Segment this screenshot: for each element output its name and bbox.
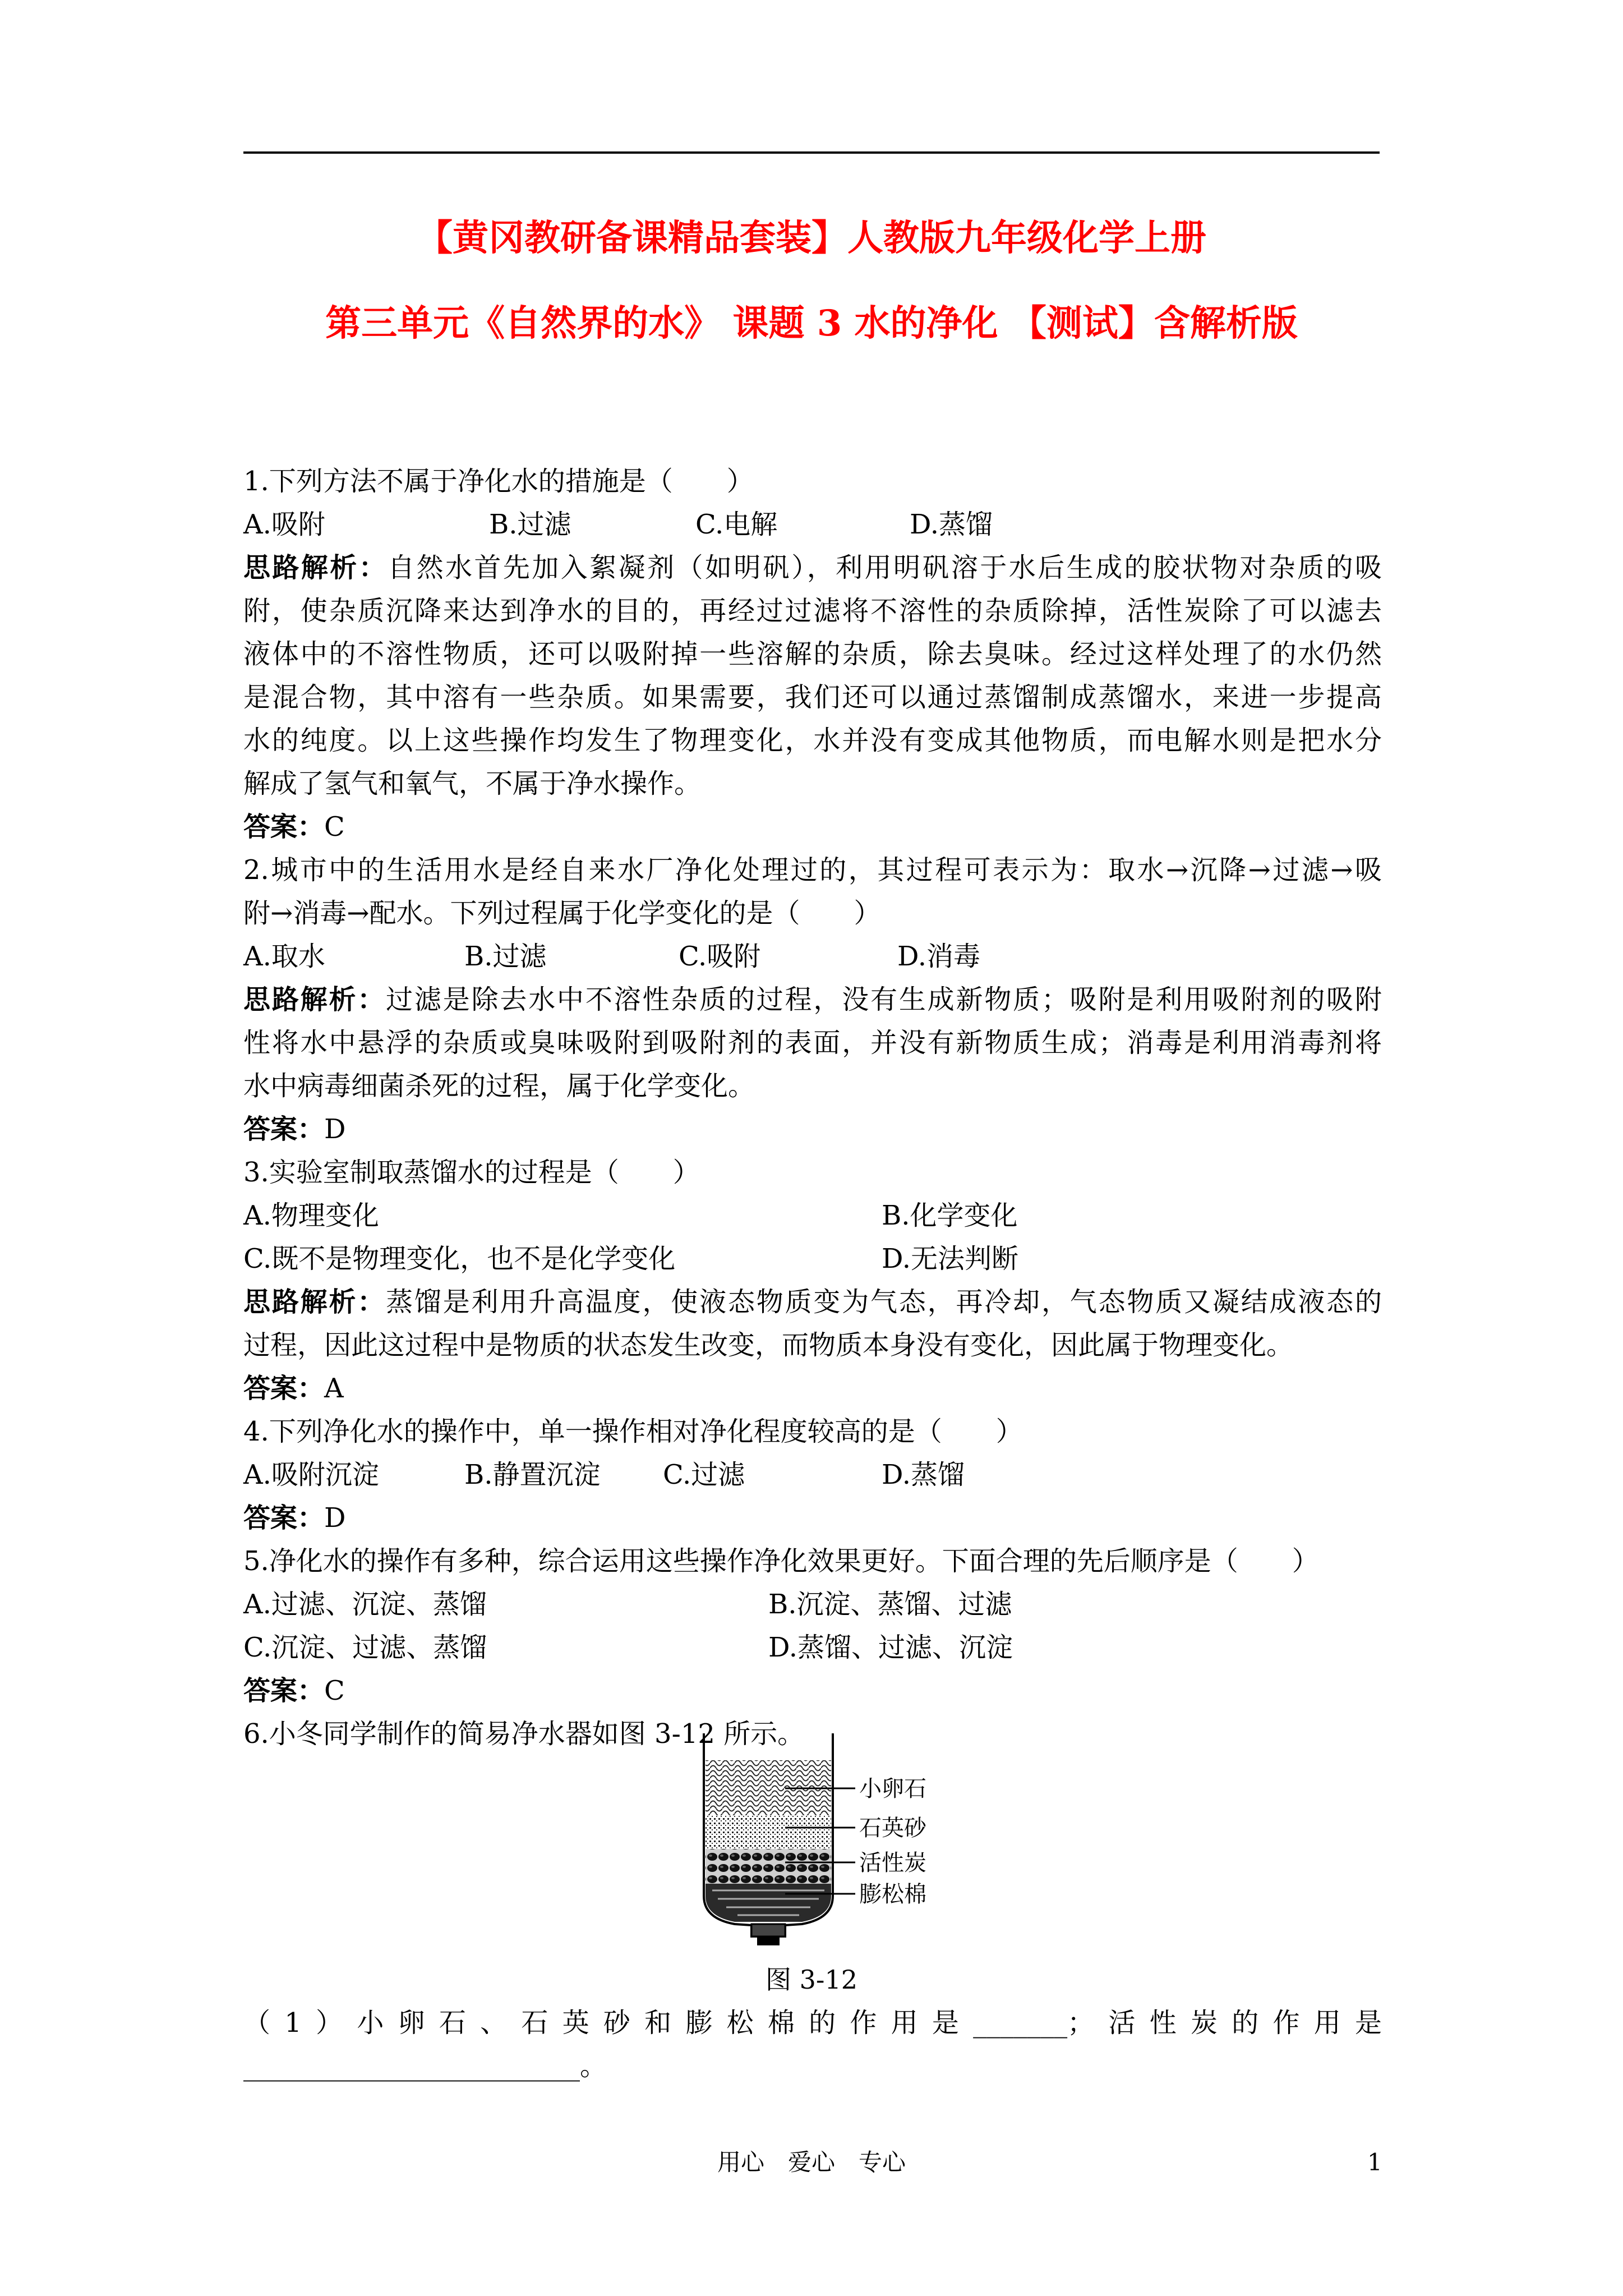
q3-options-row1	[243, 1194, 1382, 1237]
answer-label: 答案：	[243, 1675, 325, 1706]
q6-stem: 6.小冬同学制作的简易净水器如图 3-12 所示。	[243, 1718, 805, 1750]
q2-options	[243, 935, 1382, 978]
answer-value: D	[324, 1502, 346, 1534]
document-title-line2: 第三单元《自然界的水》 课题 3 水的净化 【测试】含解析版	[325, 302, 1298, 344]
q3-analysis-label: 思路解析：	[243, 1286, 386, 1318]
q4-option-a: A.吸附沉淀	[243, 1459, 379, 1490]
q1-stem: 1.下列方法不属于净化水的措施是（ ）	[243, 466, 754, 497]
q2-stem-line: 附→消毒→配水。下列过程属于化学变化的是（ ）	[243, 898, 881, 929]
label-cotton: 膨松棉	[859, 1881, 926, 1907]
footer-motto: 用心 爱心 专心	[717, 2148, 906, 2176]
q2-analysis-line: 水中病毒细菌杀死的过程，属于化学变化。	[243, 1070, 755, 1102]
q2-option-c: C.吸附	[679, 941, 761, 972]
q6-sub1-line2: _________________________。	[243, 2050, 607, 2082]
outlet-nozzle	[751, 1924, 785, 1936]
header-rule	[243, 151, 1380, 154]
q1-analysis-line: 水的纯度。以上这些操作均发生了物理变化，水并没有变成其他物质，而电解水则是把水分	[243, 725, 1382, 756]
q2-analysis-line	[243, 978, 1382, 1022]
q5-answer	[243, 1669, 1382, 1713]
q3-option-a: A.物理变化	[243, 1200, 379, 1231]
q1-analysis-line: 附，使杂质沉降来达到净水的目的，再经过过滤将不溶性的杂质除掉，活性炭除了可以滤去	[243, 595, 1382, 627]
q1-analysis-line: 解成了氢气和氧气，不属于净水操作。	[243, 768, 702, 799]
q1-options	[243, 503, 1382, 546]
q5-option-c: C.沉淀、过滤、蒸馏	[243, 1632, 487, 1663]
q4-option-c: C.过滤	[663, 1459, 745, 1490]
water-purifier-figure	[673, 1728, 953, 1963]
q3-analysis-line	[243, 1281, 1382, 1324]
q3-analysis-line: 过程，因此这过程中是物质的状态发生改变，而物质本身没有变化，因此属于物理变化。	[243, 1329, 1294, 1361]
q2-answer	[243, 1108, 1382, 1151]
q1-analysis-line: 是混合物，其中溶有一些杂质。如果需要，我们还可以通过蒸馏制成蒸馏水，来进一步提高	[243, 682, 1382, 713]
q2-stem-line: 2.城市中的生活用水是经自来水厂净化处理过的，其过程可表示为：取水→沉降→过滤→吸	[243, 854, 1382, 886]
q1-answer	[243, 806, 1382, 849]
q4-answer	[243, 1497, 1382, 1540]
q3-analysis-text: 蒸馏是利用升高温度，使液态物质变为气态，再冷却，气态物质又凝结成液态的	[386, 1286, 1382, 1318]
q3-option-c: C.既不是物理变化，也不是化学变化	[243, 1243, 676, 1274]
q2-option-d: D.消毒	[897, 941, 981, 972]
figure-caption: 图 3-12	[766, 1964, 857, 1995]
sand-layer	[706, 1815, 831, 1849]
answer-value: C	[324, 1675, 345, 1706]
answer-label: 答案：	[243, 811, 325, 843]
page-number: 1	[1367, 2148, 1382, 2176]
q1-option-a: A.吸附	[243, 509, 325, 540]
answer-value: D	[324, 1114, 346, 1145]
answer-value: C	[324, 811, 345, 843]
q1-option-c: C.电解	[695, 509, 778, 540]
q1-analysis-text: 自然水首先加入絮凝剂（如明矾），利用明矾溶于水后生成的胶状物对杂质的吸	[388, 552, 1382, 583]
q1-analysis-line: 液体中的不溶性物质，还可以吸附掉一些溶解的杂质，除去臭味。经过这样处理了的水仍然	[243, 638, 1382, 670]
q6-sub1-line1: （1）小卵石、石英砂和膨松棉的作用是_______；活性炭的作用是	[243, 2007, 1382, 2039]
q3-stem: 3.实验室制取蒸馏水的过程是（ ）	[243, 1157, 700, 1188]
q5-option-a: A.过滤、沉淀、蒸馏	[243, 1589, 487, 1620]
q3-option-d: D.无法判断	[882, 1243, 1019, 1274]
q4-option-d: D.蒸馏	[882, 1459, 965, 1490]
q2-analysis-label: 思路解析：	[243, 984, 386, 1015]
cotton-layer	[706, 1884, 831, 1922]
label-activated-carbon: 活性炭	[859, 1850, 926, 1876]
q1-option-b: B.过滤	[489, 509, 571, 540]
q5-option-b: B.沉淀、蒸馏、过滤	[768, 1589, 1012, 1620]
q4-stem: 4.下列净化水的操作中，单一操作相对净化程度较高的是（ ）	[243, 1416, 1023, 1447]
document-title-line1: 【黄冈教研备课精品套装】人教版九年级化学上册	[417, 217, 1206, 259]
q3-answer	[243, 1367, 1382, 1410]
q5-options-row2	[243, 1626, 1382, 1669]
q2-option-b: B.过滤	[464, 941, 547, 972]
q2-analysis-text: 过滤是除去水中不溶性杂质的过程，没有生成新物质；吸附是利用吸附剂的吸附	[386, 984, 1382, 1015]
q3-options-row2	[243, 1237, 1382, 1281]
answer-label: 答案：	[243, 1114, 325, 1145]
q4-options	[243, 1453, 1382, 1497]
questions-body	[243, 460, 1382, 1756]
q5-options-row1	[243, 1583, 1382, 1626]
q1-analysis-line	[243, 546, 1382, 590]
label-quartz-sand: 石英砂	[859, 1815, 926, 1841]
q2-option-a: A.取水	[243, 941, 325, 972]
carbon-layer	[706, 1849, 831, 1884]
q5-option-d: D.蒸馏、过滤、沉淀	[768, 1632, 1013, 1663]
q4-option-b: B.静置沉淀	[464, 1459, 601, 1490]
q5-stem: 5.净化水的操作有多种，综合运用这些操作净化效果更好。下面合理的先后顺序是（ ）	[243, 1545, 1319, 1577]
q3-option-b: B.化学变化	[882, 1200, 1018, 1231]
answer-value: A	[324, 1373, 344, 1404]
answer-label: 答案：	[243, 1502, 325, 1534]
answer-label: 答案：	[243, 1373, 325, 1404]
label-pebbles: 小卵石	[859, 1776, 926, 1802]
q1-analysis-label: 思路解析：	[243, 552, 388, 583]
q2-analysis-line: 性将水中悬浮的杂质或臭味吸附到吸附剂的表面，并没有新物质生成；消毒是利用消毒剂将	[243, 1027, 1382, 1059]
q1-option-d: D.蒸馏	[910, 509, 993, 540]
